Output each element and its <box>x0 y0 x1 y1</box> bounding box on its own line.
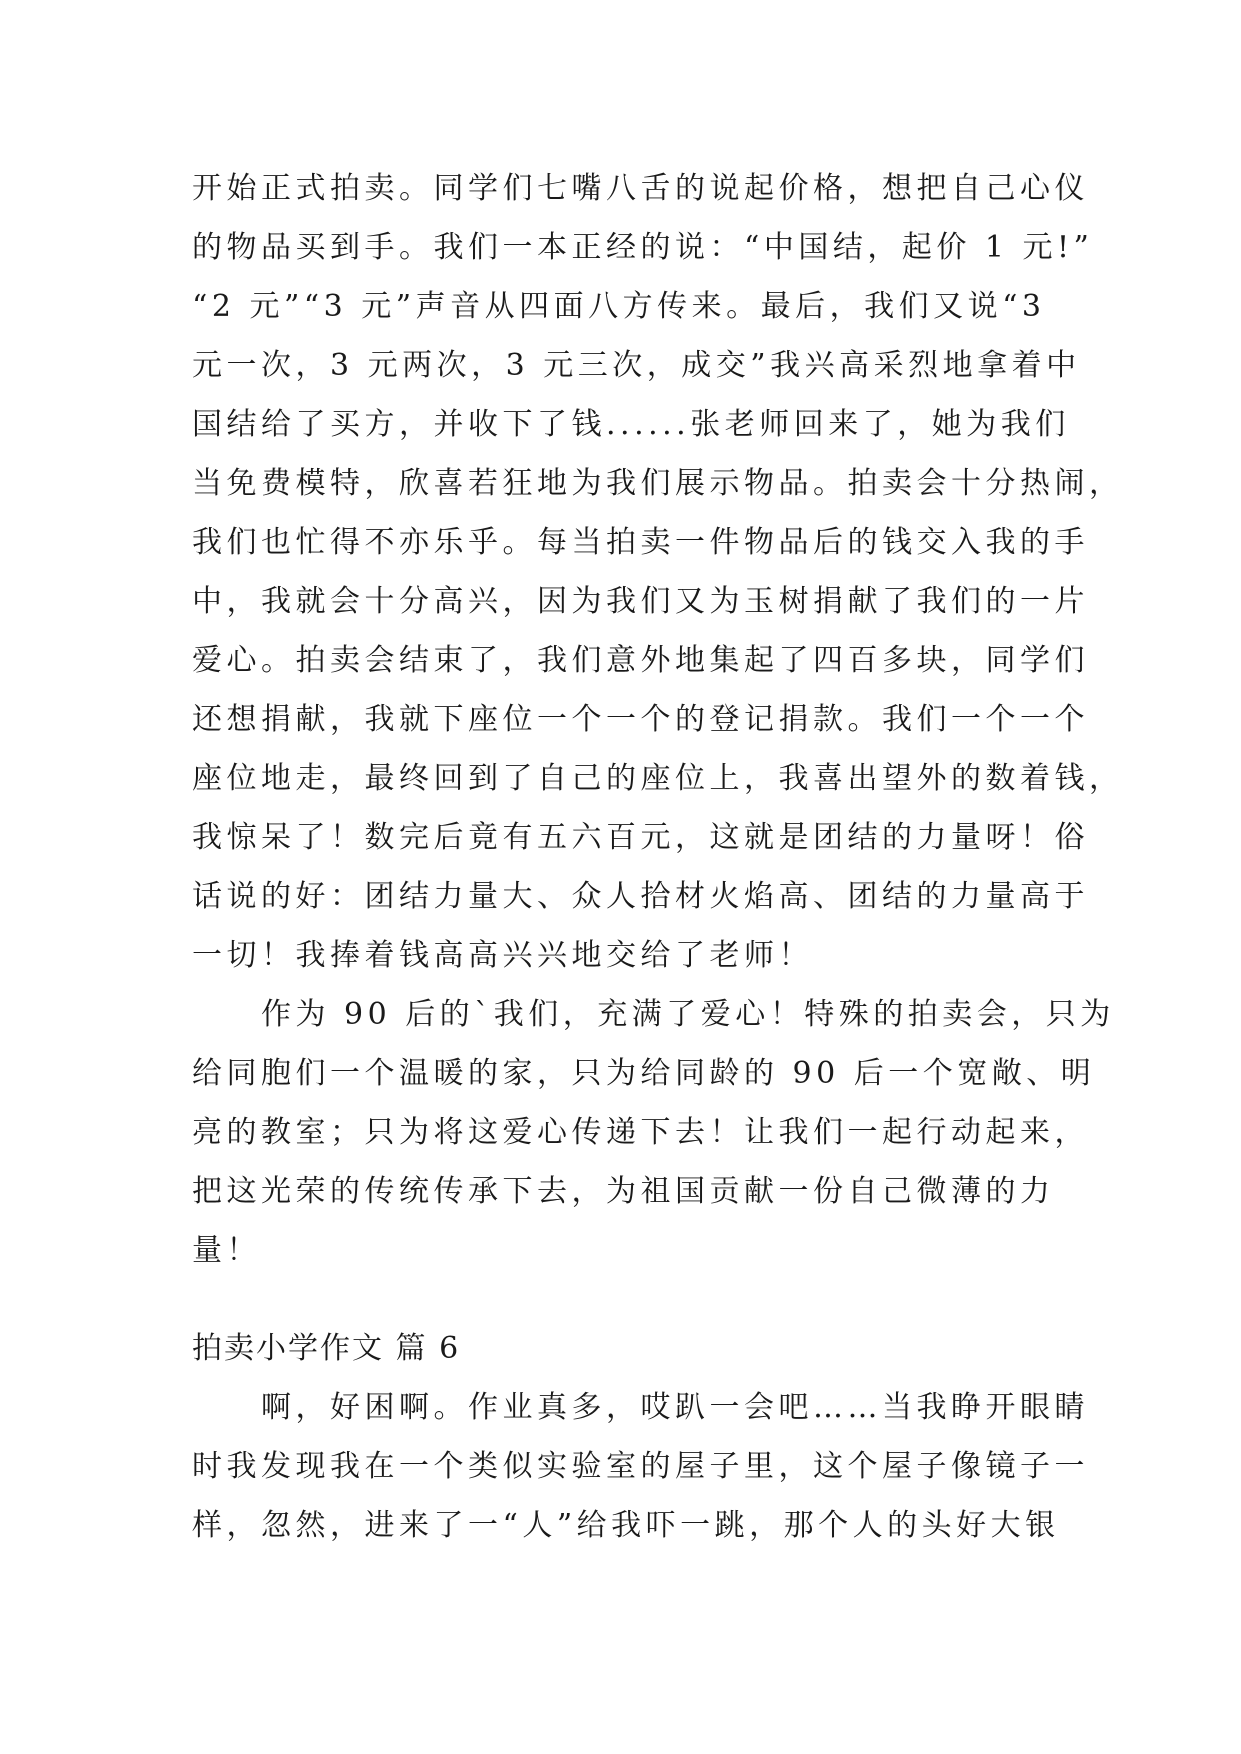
text-line: 元一次，3 元两次，3 元三次，成交”我兴高采烈地拿着中 <box>192 348 1081 383</box>
text-line: 座位地走，最终回到了自己的座位上，我喜出望外的数着钱， <box>192 761 1124 796</box>
text-line: 量！ <box>192 1233 261 1268</box>
text-line: 当免费模特，欣喜若狂地为我们展示物品。拍卖会十分热闹， <box>192 466 1124 501</box>
essay-body-section-1 <box>192 159 1124 1280</box>
text-line: 的物品买到手。我们一本正经的说：“中国结，起价 1 元!” <box>192 230 1094 265</box>
text-line: 啊，好困啊。作业真多，哎趴一会吧……当我睁开眼睛 <box>192 1390 1089 1425</box>
text-line: 一切！我捧着钱高高兴兴地交给了老师！ <box>192 938 813 973</box>
essay-body-section-2 <box>192 1378 1089 1555</box>
text-line: 给同胞们一个温暖的家，只为给同龄的 90 后一个宽敞、明 <box>192 1056 1096 1091</box>
text-line: 样，忽然，进来了一“人”给我吓一跳，那个人的头好大银 <box>192 1508 1060 1543</box>
text-line: 国结给了买方，并收下了钱......张老师回来了，她为我们 <box>192 407 1070 442</box>
text-line: 我惊呆了！数完后竟有五六百元，这就是团结的力量呀！俗 <box>192 820 1089 855</box>
text-line: 中，我就会十分高兴，因为我们又为玉树捐献了我们的一片 <box>192 584 1089 619</box>
text-line: 还想捐献，我就下座位一个一个的登记捐款。我们一个一个 <box>192 702 1089 737</box>
section-heading: 拍卖小学作文 篇 6 <box>192 1331 461 1366</box>
text-line: 话说的好：团结力量大、众人拾材火焰高、团结的力量高于 <box>192 879 1089 914</box>
text-line: 开始正式拍卖。同学们七嘴八舌的说起价格，想把自己心仪 <box>192 171 1089 206</box>
text-line: 我们也忙得不亦乐乎。每当拍卖一件物品后的钱交入我的手 <box>192 525 1089 560</box>
text-line: 亮的教室；只为将这爱心传递下去！让我们一起行动起来， <box>192 1115 1089 1150</box>
text-line: “2 元”“3 元”声音从四面八方传来。最后，我们又说“3 <box>192 289 1046 324</box>
text-line: 时我发现我在一个类似实验室的屋子里，这个屋子像镜子一 <box>192 1449 1089 1484</box>
text-line: 作为 90 后的`我们，充满了爱心！特殊的拍卖会，只为 <box>192 997 1115 1032</box>
text-line: 把这光荣的传统传承下去，为祖国贡献一份自己微薄的力 <box>192 1174 1055 1209</box>
text-line: 爱心。拍卖会结束了，我们意外地集起了四百多块，同学们 <box>192 643 1089 678</box>
